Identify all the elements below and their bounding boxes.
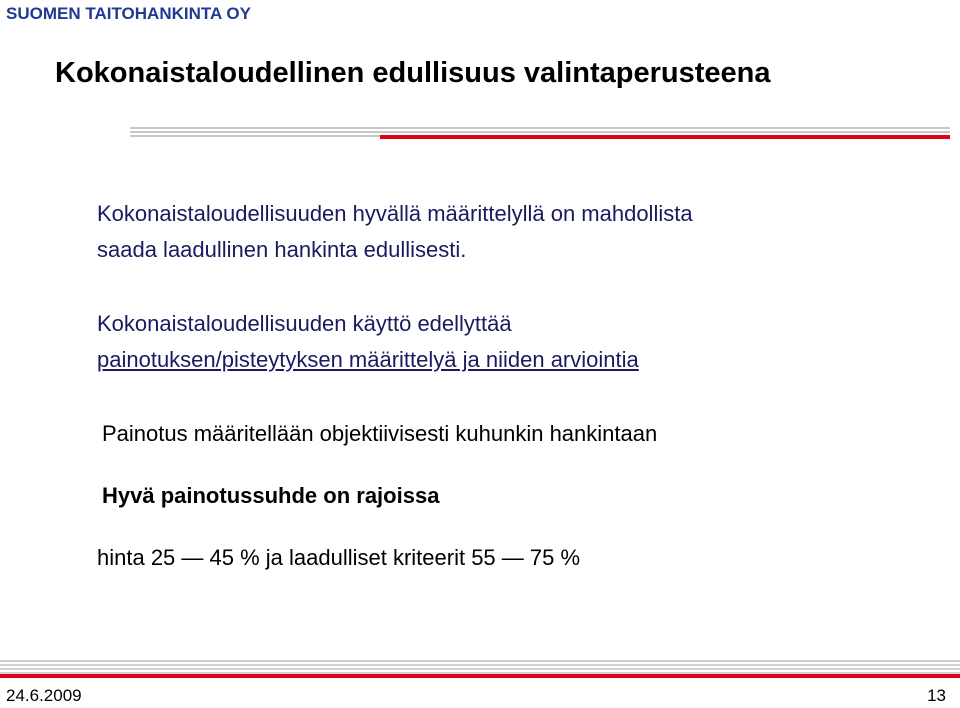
paragraph-1-line-1: Kokonaistaloudellisuuden hyvällä määrittelyllä on mahdollista — [97, 201, 693, 226]
paragraph-2-line-2: painotuksen/pisteytyksen määrittelyä ja niiden arviointia — [97, 347, 639, 372]
company-name: SUOMEN TAITOHANKINTA OY — [6, 4, 251, 23]
paragraph-1 — [97, 196, 693, 268]
good-ratio-heading: Hyvä painotussuhde on rajoissa — [102, 483, 440, 508]
weighting-statement: Painotus määritellään objektiivisesti kuhunkin hankintaan — [102, 421, 658, 446]
paragraph-2 — [97, 306, 639, 378]
ratio-ranges: hinta 25 — 45 % ja laadulliset kriteerit 55 — 75 % — [97, 545, 581, 570]
title-divider-accent — [380, 135, 950, 139]
paragraph-2-line-1: Kokonaistaloudellisuuden käyttö edellyttää — [97, 311, 512, 336]
slide-title: Kokonaistaloudellinen edullisuus valintaperusteena — [55, 57, 771, 89]
footer-divider-accent — [0, 674, 960, 678]
footer-date: 24.6.2009 — [6, 686, 82, 705]
page-number: 13 — [927, 686, 946, 705]
paragraph-1-line-2: saada laadullinen hankinta edullisesti. — [97, 237, 467, 262]
